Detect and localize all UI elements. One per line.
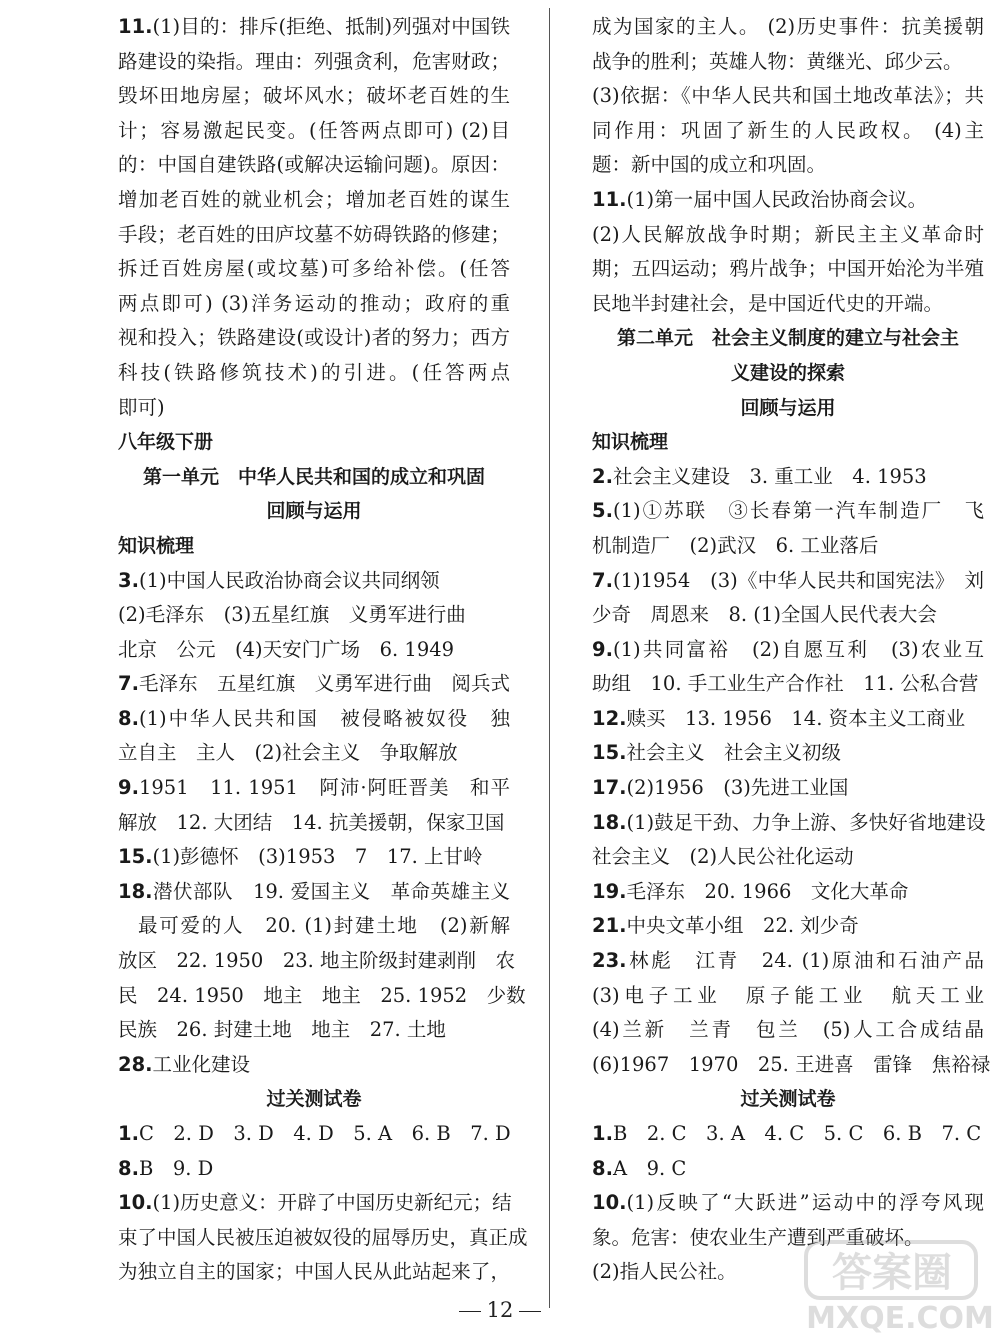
line-text: 过关测试卷	[740, 1088, 836, 1111]
answer-line	[118, 1013, 510, 1048]
question-number: 9.	[592, 637, 613, 661]
line-text: 1951 11. 1951 阿沛·阿旺晋美 和平	[138, 776, 510, 800]
line-text: 期；五四运动；鸦片战争；中国开始沦为半殖	[592, 257, 984, 281]
answer-line	[592, 114, 984, 149]
answer-line	[592, 287, 984, 322]
line-text: 民族 26. 封建土地 地主 27. 土地	[118, 1018, 446, 1042]
answer-line	[118, 1048, 510, 1083]
right-column	[592, 10, 991, 1290]
question-number: 1.	[592, 1122, 613, 1145]
answer-line	[118, 1221, 528, 1256]
answer-line	[592, 667, 984, 702]
question-number: 12.	[592, 706, 627, 730]
question-number: 10.	[592, 1191, 627, 1215]
line-text: 机制造厂 (2)武汉 6. 工业落后	[592, 533, 879, 557]
answer-line	[118, 45, 510, 80]
answer-line	[592, 702, 984, 737]
line-text: 知识梳理	[592, 431, 669, 454]
answer-line	[592, 1186, 984, 1221]
line-text: 民地半封建社会，是中国近代史的开端。	[592, 291, 944, 315]
section-heading	[592, 1082, 984, 1117]
answer-line	[592, 1048, 991, 1083]
answer-line	[592, 1013, 984, 1048]
answer-line	[118, 702, 510, 737]
answer-line	[118, 909, 510, 944]
question-number: 1.	[118, 1122, 139, 1145]
answer-line	[118, 667, 510, 702]
question-number: 10.	[118, 1191, 153, 1215]
answer-line	[118, 875, 510, 910]
watermark-url: MXQE.COM	[806, 1301, 994, 1336]
line-text: 中央文革小组 22. 刘少奇	[626, 914, 859, 938]
answer-line	[592, 529, 984, 564]
answer-line	[592, 183, 984, 218]
line-text: 象。危害：使农业生产遭到严重破坏。	[592, 1225, 924, 1249]
answer-line	[118, 148, 510, 183]
question-number: 8.	[118, 1156, 139, 1180]
section-heading	[592, 356, 984, 391]
line-text: (6)1967 1970 25. 王进喜 雷锋 焦裕禄	[592, 1052, 991, 1076]
question-number: 5.	[592, 499, 613, 523]
section-heading	[118, 494, 510, 529]
line-text: B 2. C 3. A 4. C 5. C 6. B 7. C	[612, 1122, 982, 1145]
answer-line	[592, 909, 984, 944]
question-number: 21.	[592, 914, 627, 938]
answer-line	[592, 564, 984, 599]
answer-line	[118, 633, 510, 668]
section-heading	[118, 529, 510, 564]
answer-line	[592, 218, 984, 253]
answer-line	[118, 840, 510, 875]
line-text: C 2. D 3. D 4. D 5. A 6. B 7. D	[138, 1122, 511, 1145]
answer-line	[592, 736, 984, 771]
line-text: 回顾与运用	[740, 396, 836, 419]
line-text: (2)1956 (3)先进工业国	[626, 776, 849, 800]
line-text: 第一单元 中华人民共和国的成立和巩固	[142, 465, 485, 488]
answer-line	[118, 806, 510, 841]
question-number: 7.	[592, 568, 613, 592]
line-text: 计；容易激起民变。(任答两点即可) (2)目	[118, 118, 510, 142]
line-text: (2)指人民公社。	[592, 1260, 737, 1284]
line-text: 的：中国自建铁路(或解决运输问题)。原因：	[118, 153, 510, 177]
answer-line	[118, 1117, 510, 1152]
line-text: (1)①苏联 ③长春第一汽车制造厂 飞	[612, 499, 984, 523]
line-text: 工业化建设	[152, 1052, 251, 1076]
line-text: (1)彭德怀 (3)1953 7 17. 上甘岭	[152, 845, 483, 869]
line-text: 助组 10. 手工业生产合作社 11. 公私合营	[592, 672, 979, 696]
question-number: 18.	[592, 810, 627, 834]
question-number: 23.	[592, 949, 627, 973]
line-text: 回顾与运用	[266, 500, 362, 523]
line-text: 拆迁百姓房屋(或坟墓)可多给补偿。(任答	[118, 257, 510, 281]
answer-line	[118, 598, 510, 633]
answer-line	[592, 494, 984, 529]
question-number: 18.	[118, 879, 153, 903]
answer-line	[118, 183, 510, 218]
answer-line	[592, 10, 984, 45]
section-heading	[592, 391, 984, 426]
answer-line	[118, 564, 510, 599]
answer-line	[592, 771, 984, 806]
answer-line	[592, 875, 984, 910]
left-column	[118, 10, 528, 1290]
line-text: 解放 12. 大团结 14. 抗美援朝，保家卫国	[118, 810, 505, 834]
answer-line	[592, 840, 984, 875]
line-text: 林彪 江青 24. (1)原油和石油产品	[626, 949, 984, 973]
column-divider	[549, 8, 550, 1308]
line-text: (1)1954 (3)《中华人民共和国宪法》 刘	[612, 568, 984, 592]
line-text: (3)依据：《中华人民共和国土地改革法》；共	[592, 84, 984, 108]
question-number: 2.	[592, 464, 613, 488]
line-text: (4)兰新 兰青 包兰 (5)人工合成结晶	[592, 1018, 984, 1042]
answer-line	[118, 771, 510, 806]
section-heading	[118, 425, 510, 460]
watermark-logo	[800, 1224, 1000, 1337]
line-text: 科技(铁路修筑技术)的引进。(任答两点	[118, 360, 510, 384]
answer-line	[118, 252, 510, 287]
question-number: 3.	[118, 568, 139, 592]
line-text: A 9. C	[612, 1156, 687, 1180]
line-text: 为独立自主的国家；中国人民从此站起来了，	[118, 1260, 510, 1284]
line-text: 毛泽东 五星红旗 义勇军进行曲 阅兵式	[138, 672, 510, 696]
answer-line	[118, 979, 526, 1014]
line-text: 手段；老百姓的田庐坟墓不妨碍铁路的修建；	[118, 222, 510, 246]
answer-line	[118, 1186, 510, 1221]
line-text: B 9. D	[138, 1156, 214, 1180]
line-text: 知识梳理	[118, 534, 195, 557]
line-text: (2)人民解放战争时期；新民主主义革命时	[592, 222, 984, 246]
question-number: 8.	[592, 1156, 613, 1180]
line-text: 北京 公元 (4)天安门广场 6. 1949	[118, 637, 455, 661]
answer-line	[592, 806, 984, 841]
page-number-text: 12	[486, 1298, 514, 1322]
question-number: 11.	[118, 15, 153, 38]
line-text: (1)共同富裕 (2)自愿互利 (3)农业互	[612, 637, 984, 661]
line-text: 即可)	[118, 395, 165, 419]
line-text: (1)历史意义：开辟了中国历史新纪元；结	[152, 1191, 512, 1215]
answer-line	[592, 45, 984, 80]
line-text: 束了中国人民被压迫被奴役的屈辱历史，真正成	[118, 1225, 528, 1249]
question-number: 19.	[592, 879, 627, 903]
question-number: 7.	[118, 672, 139, 696]
answer-line	[118, 321, 510, 356]
answer-line	[592, 979, 984, 1014]
line-text: 赎买 13. 1956 14. 资本主义工商业	[626, 706, 966, 730]
line-text: 毛泽东 20. 1966 文化大革命	[626, 879, 909, 903]
question-number: 17.	[592, 776, 627, 800]
answer-line	[592, 148, 984, 183]
section-heading	[118, 460, 510, 495]
page-number-dash-right	[519, 1311, 541, 1312]
answer-line	[118, 114, 510, 149]
answer-line	[592, 1117, 984, 1152]
answer-line	[118, 218, 510, 253]
line-text: 潜伏部队 19. 爱国主义 革命英雄主义	[152, 879, 510, 903]
answer-line	[118, 10, 510, 45]
line-text: (1)中国人民政治协商会议共同纲领	[138, 568, 440, 592]
line-text: 民 24. 1950 地主 地主 25. 1952 少数	[118, 983, 526, 1007]
answer-line	[118, 736, 510, 771]
watermark-text: 答案圈	[832, 1250, 952, 1296]
answer-line	[592, 633, 984, 668]
line-text: (1)中华人民共和国 被侵略被奴役 独	[138, 706, 510, 730]
section-heading	[592, 321, 984, 356]
line-text: 义建设的探索	[730, 361, 845, 384]
line-text: 同作用：巩固了新生的人民政权。 (4)主	[592, 118, 984, 142]
line-text: 少奇 周恩来 8. (1)全国人民代表大会	[592, 603, 937, 627]
question-number: 15.	[592, 741, 627, 765]
answer-line	[118, 356, 510, 391]
question-number: 28.	[118, 1052, 153, 1076]
answer-line	[592, 944, 984, 979]
line-text: 社会主义 社会主义初级	[626, 741, 842, 765]
answer-line	[118, 944, 516, 979]
line-text: 视和投入；铁路建设(或设计)者的努力；西方	[118, 326, 510, 350]
line-text: 毁坏田地房屋；破坏风水；破坏老百姓的生	[118, 84, 510, 108]
answer-line	[592, 598, 984, 633]
line-text: 放区 22. 1950 23. 地主阶级封建剥削 农	[118, 949, 516, 973]
question-number: 11.	[592, 187, 627, 211]
line-text: 第二单元 社会主义制度的建立与社会主	[616, 327, 959, 350]
answer-line	[118, 1152, 510, 1187]
line-text: (1)第一届中国人民政治协商会议。	[626, 187, 928, 211]
line-text: 成为国家的主人。 (2)历史事件：抗美援朝	[592, 15, 984, 38]
line-text: (1)反映了“大跃进”运动中的浮夸风现	[626, 1191, 984, 1215]
answer-line	[118, 79, 510, 114]
section-heading	[592, 425, 984, 460]
line-text: (1)鼓足干劲、力争上游、多快好省地建设	[626, 810, 986, 834]
answer-line	[592, 252, 984, 287]
answer-line	[118, 1255, 510, 1290]
line-text: 八年级下册	[118, 431, 214, 454]
line-text: 路建设的染指。理由：列强贪利，危害财政；	[118, 49, 510, 73]
line-text: (3)电子工业 原子能工业 航天工业	[592, 983, 984, 1007]
question-number: 9.	[118, 776, 139, 800]
line-text: 立自主 主人 (2)社会主义 争取解放	[118, 741, 458, 765]
line-text: 社会主义 (2)人民公社化运动	[592, 845, 854, 869]
line-text: (2)毛泽东 (3)五星红旗 义勇军进行曲	[118, 603, 466, 627]
page-number-dash-left	[459, 1311, 481, 1312]
line-text: 最可爱的人 20. (1)封建土地 (2)新解	[138, 914, 510, 938]
line-text: (1)目的：排斥(拒绝、抵制)列强对中国铁	[152, 15, 510, 38]
line-text: 社会主义建设 3. 重工业 4. 1953	[612, 464, 927, 488]
answer-line	[118, 287, 510, 322]
answer-line	[592, 460, 984, 495]
question-number: 8.	[118, 706, 139, 730]
line-text: 增加老百姓的就业机会；增加老百姓的谋生	[118, 187, 510, 211]
question-number: 15.	[118, 845, 153, 869]
line-text: 过关测试卷	[266, 1088, 362, 1111]
answer-line	[118, 391, 510, 426]
line-text: 战争的胜利；英雄人物：黄继光、邱少云。	[592, 49, 963, 73]
answer-line	[592, 79, 984, 114]
line-text: 两点即可) (3)洋务运动的推动；政府的重	[118, 291, 510, 315]
section-heading	[118, 1082, 510, 1117]
line-text: 题：新中国的成立和巩固。	[592, 153, 827, 177]
answer-line	[592, 1152, 984, 1187]
